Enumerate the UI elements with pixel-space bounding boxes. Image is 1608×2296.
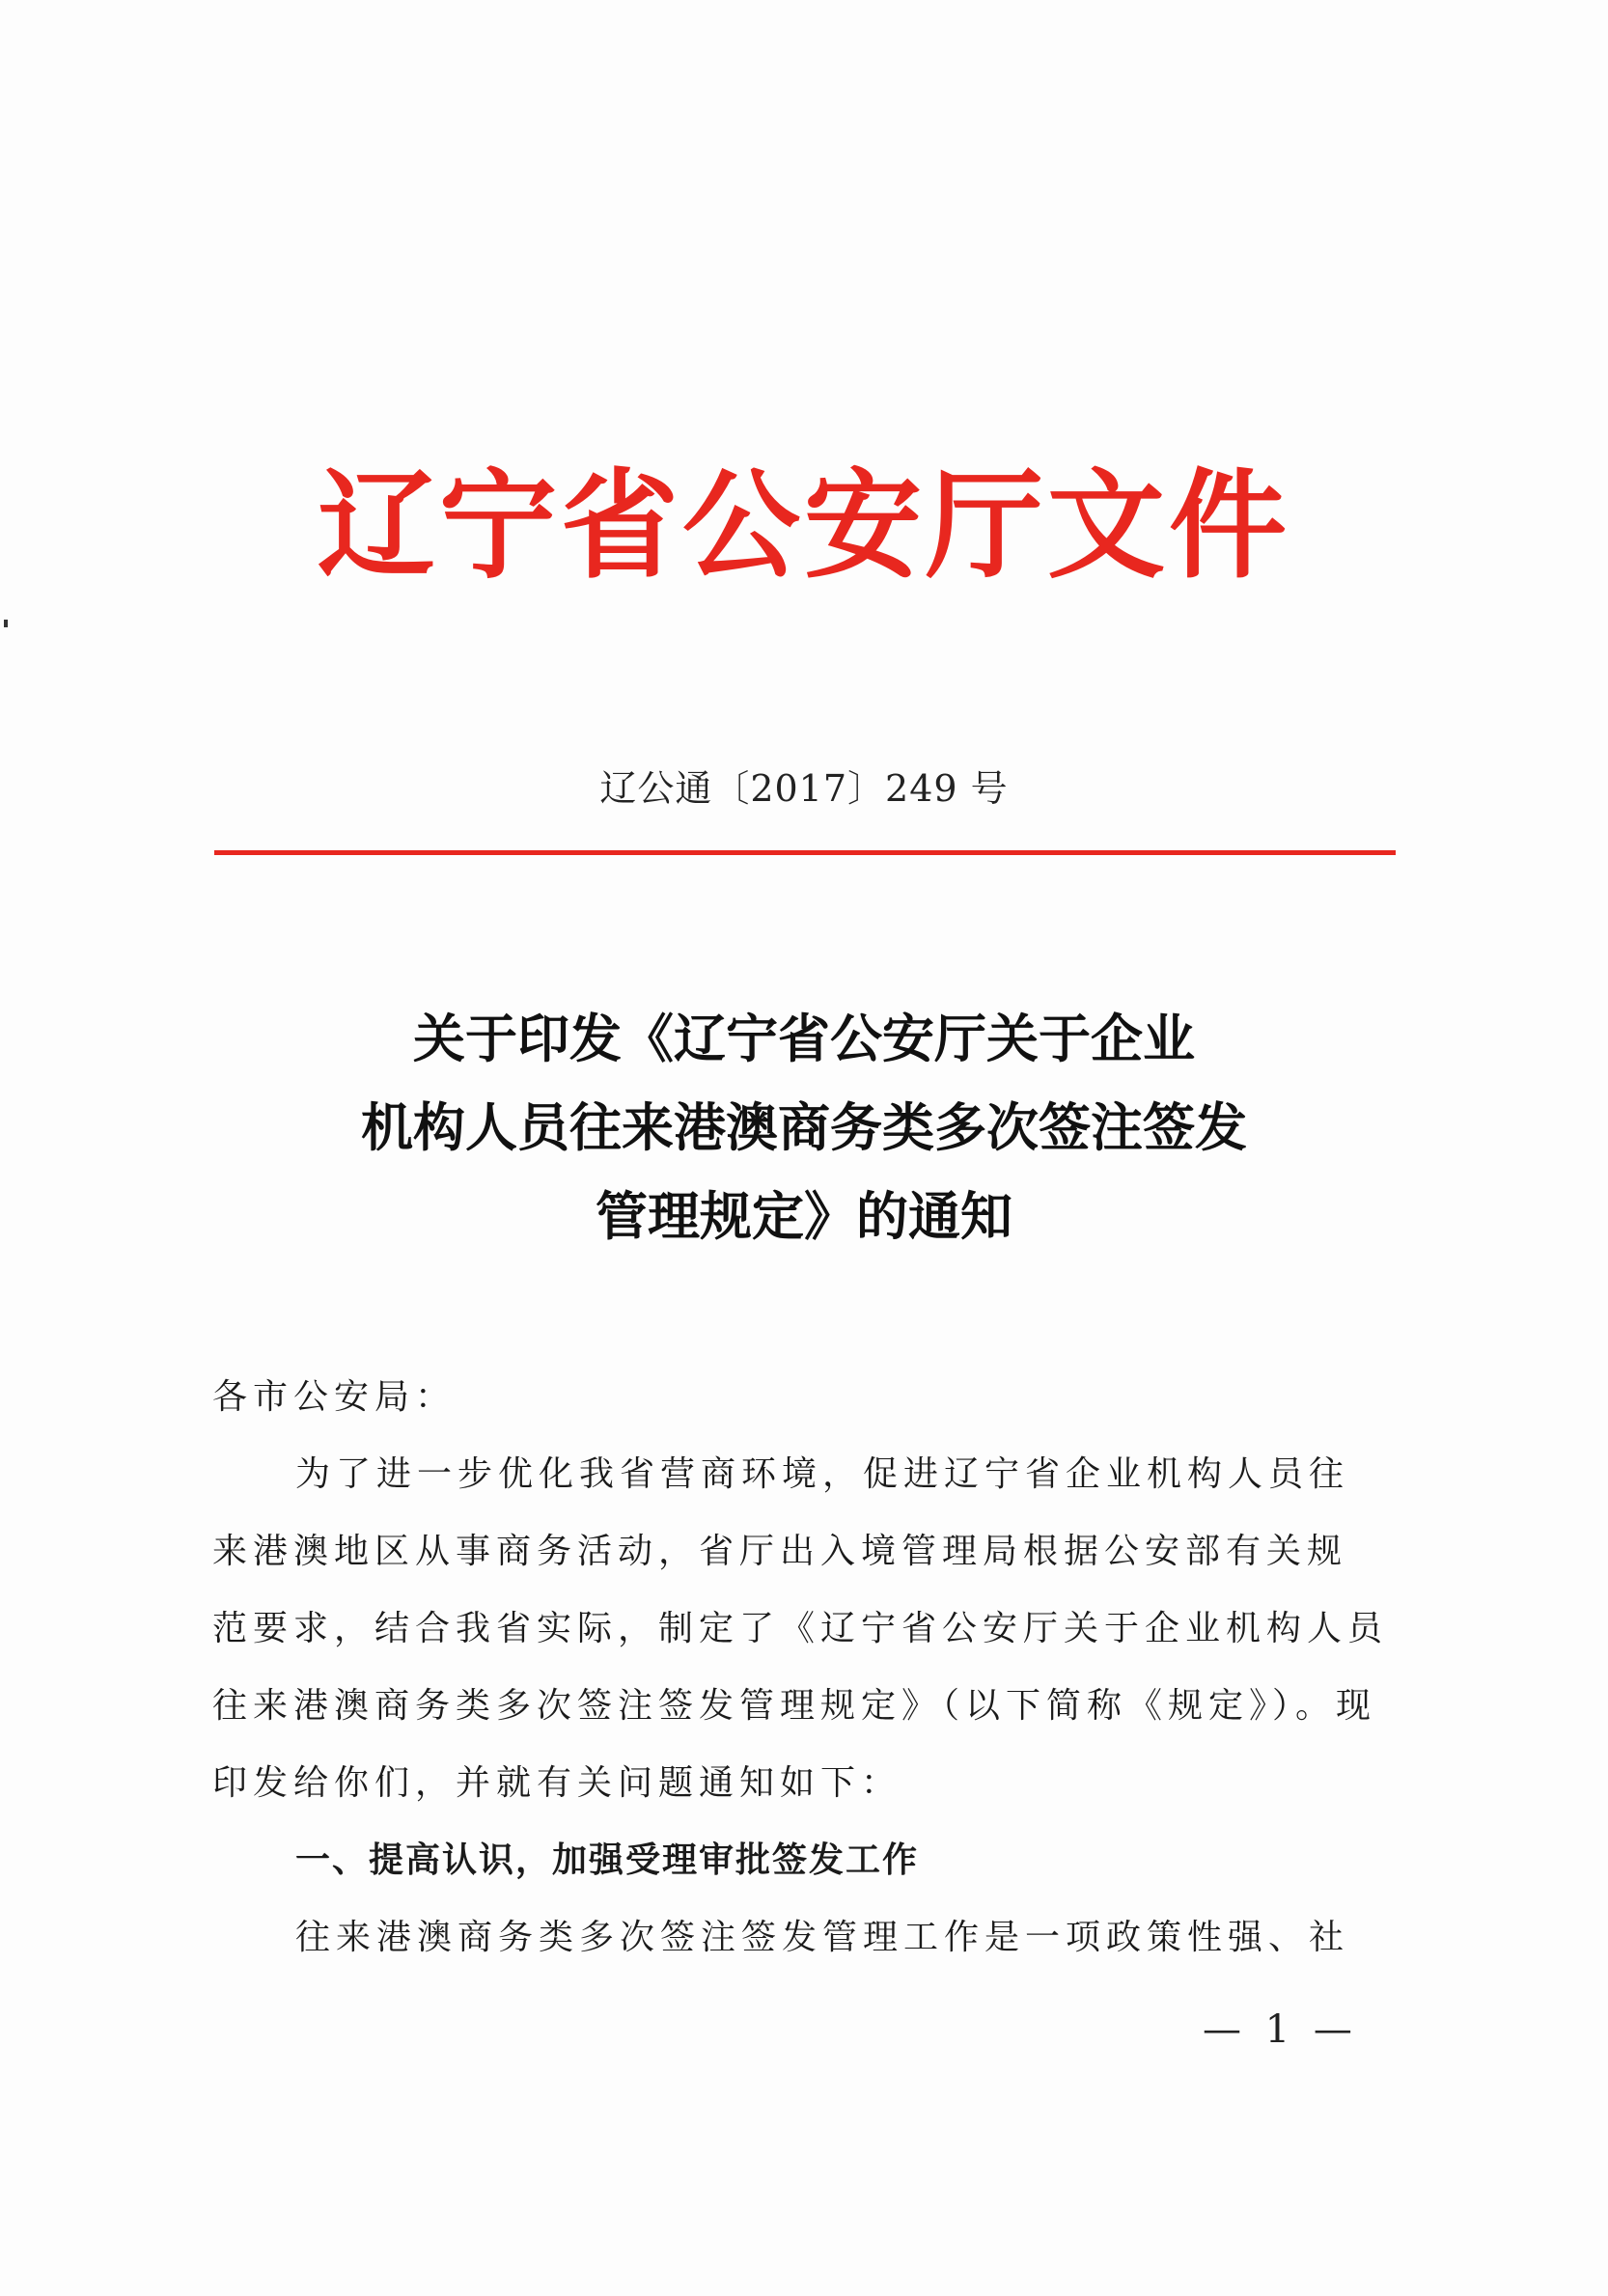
notice-title [0, 994, 1608, 1260]
document-body [212, 1359, 1400, 1977]
paragraph-line: 印发给你们，并就有关问题通知如下： [212, 1763, 902, 1803]
document-number: 辽公通〔2017〕249 号 [599, 767, 1009, 810]
paragraph-line: 往来港澳商务类多次签注签发管理工作是一项政策性强、社 [295, 1918, 1350, 1957]
notice-title-line: 管理规定》的通知 [596, 1185, 1012, 1247]
salutation: 各市公安局： [212, 1377, 457, 1417]
paragraph-line: 为了进一步优化我省营商环境，促进辽宁省企业机构人员往 [295, 1454, 1350, 1494]
paragraph-line: 来港澳地区从事商务活动，省厅出入境管理局根据公安部有关规 [212, 1532, 1348, 1571]
notice-title-line: 关于印发《辽宁省公安厅关于企业 [413, 1008, 1195, 1069]
paragraph-line: 范要求，结合我省实际，制定了《辽宁省公安厅关于企业机构人员 [212, 1609, 1389, 1648]
section-heading: 一、提高认识，加强受理审批签发工作 [295, 1840, 920, 1880]
page-number: — 1 — [1203, 2007, 1358, 2052]
issuing-authority-title: 辽宁省公安厅文件 [318, 457, 1290, 595]
scan-edge-mark [4, 620, 8, 627]
red-separator-line [214, 850, 1396, 855]
paragraph-line: 往来港澳商务类多次签注签发管理规定》（以下简称《规定》）。现 [212, 1686, 1377, 1726]
notice-title-line: 机构人员往来港澳商务类多次签注签发 [361, 1096, 1247, 1158]
